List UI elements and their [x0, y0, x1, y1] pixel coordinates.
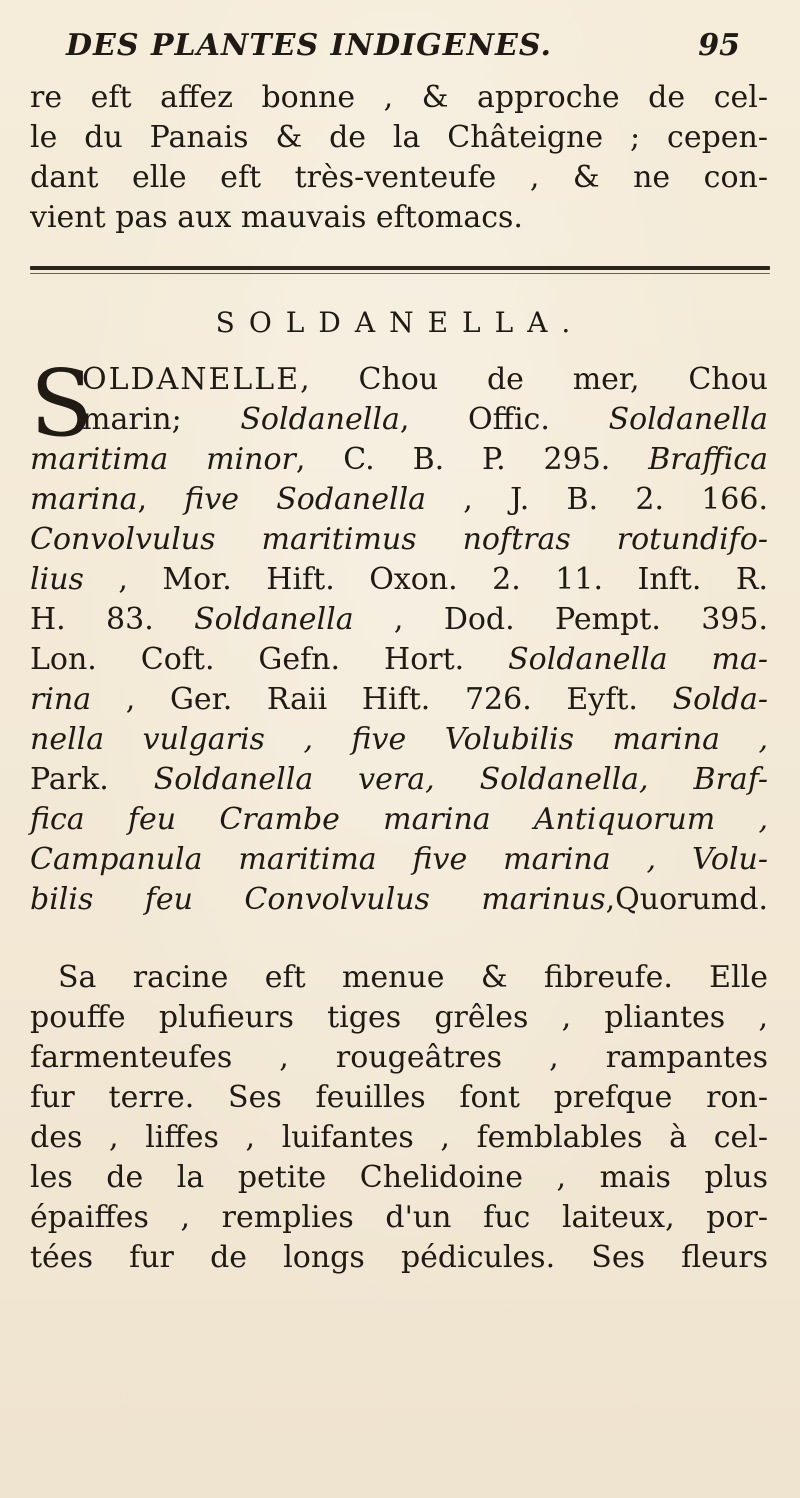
text-line [30, 760, 768, 800]
text-line: des , liffes , luifantes , femblables à cel- [30, 1120, 768, 1155]
text-line [30, 640, 768, 680]
text-segment: marin; [82, 402, 241, 437]
text-segment: , Offic. [399, 402, 609, 437]
synonymy-paragraph [30, 350, 769, 920]
text-segment: Soldanella [240, 402, 400, 437]
text-line: les de la petite Chelidoine , mais plus [30, 1160, 768, 1195]
text-segment: , C. B. P. 295. [295, 442, 649, 477]
intro-paragraph [30, 78, 768, 238]
text-line [30, 400, 768, 440]
text-segment: , Dod. Pempt. 395. [353, 602, 769, 637]
text-segment: Lon. Coft. Gefn. Hort. [30, 642, 509, 677]
section-divider [30, 266, 770, 270]
text-segment: , J. B. 2. 166. [426, 482, 769, 517]
text-segment: marina [30, 482, 138, 517]
section-title: SOLDANELLA. [215, 306, 585, 339]
text-segment: Soldanella [608, 402, 769, 437]
text-segment: Soldanella [194, 602, 354, 637]
text-line: pouffe plufieurs tiges grêles , pliantes , [30, 1000, 768, 1035]
text-segment: , Ger. Raii Hift. 726. Eyft. [91, 682, 673, 717]
text-line: Campanula maritima five marina , Volu- [30, 842, 768, 877]
page-header [60, 22, 740, 74]
text-line: farmenteufes , rougeâtres , rampantes [30, 1040, 768, 1075]
description-paragraph [30, 958, 768, 1278]
text-line: épaiffes , remplies d'un fuc laiteux, por- [30, 1200, 768, 1235]
text-line [30, 480, 768, 520]
text-line: re eft affez bonne , & approche de cel- [30, 80, 768, 115]
page-number: 95 [698, 28, 740, 63]
entry-headword: OLDANELLE [82, 362, 301, 397]
text-line [30, 600, 768, 640]
text-line: fur terre. Ses feuilles font prefque ron- [30, 1080, 768, 1115]
text-segment: maritima minor [30, 442, 296, 477]
text-segment: H. 83. [30, 602, 195, 637]
text-segment: Braffica [648, 442, 768, 477]
text-line: nella vulgaris , five Volubilis marina , [30, 722, 768, 757]
drop-cap: S [30, 350, 94, 457]
text-segment: Solda- [672, 682, 768, 717]
text-line: fica feu Crambe marina Antiquorum , [30, 802, 768, 837]
text-line: Convolvulus maritimus noftras rotundifo- [30, 522, 768, 557]
text-line [30, 360, 768, 400]
text-segment: rina [30, 682, 92, 717]
text-line [30, 440, 768, 480]
text-segment: Soldanella ma- [508, 642, 768, 677]
running-head: DES PLANTES INDIGENES. [66, 28, 552, 63]
text-line [30, 880, 768, 920]
text-segment: Soldanella vera, Soldanella, Braf- [153, 762, 768, 797]
text-line: Sa racine eft menue & fibreufe. Elle [58, 960, 768, 995]
text-segment: ,Quorumd. [605, 882, 768, 917]
text-line: le du Panais & de la Châteigne ; cepen- [30, 120, 768, 155]
text-segment: , Mor. Hift. Oxon. 2. 11. Inft. R. [83, 562, 768, 597]
text-line: vient pas aux mauvais eftomacs. [30, 200, 523, 235]
text-segment: lius [30, 562, 84, 597]
text-segment: five Sodanella [184, 482, 427, 517]
text-segment: Park. [30, 762, 154, 797]
text-line: dant elle eft très-venteufe , & ne con- [30, 160, 768, 195]
text-line: tées fur de longs pédicules. Ses fleurs [30, 1240, 768, 1275]
text-segment: , Chou de mer, Chou [300, 362, 768, 397]
text-line [30, 680, 768, 720]
text-segment: bilis feu Convolvulus marinus [30, 882, 606, 917]
section-divider-thin [30, 273, 770, 274]
text-line [30, 560, 768, 600]
text-segment: , [137, 482, 185, 517]
